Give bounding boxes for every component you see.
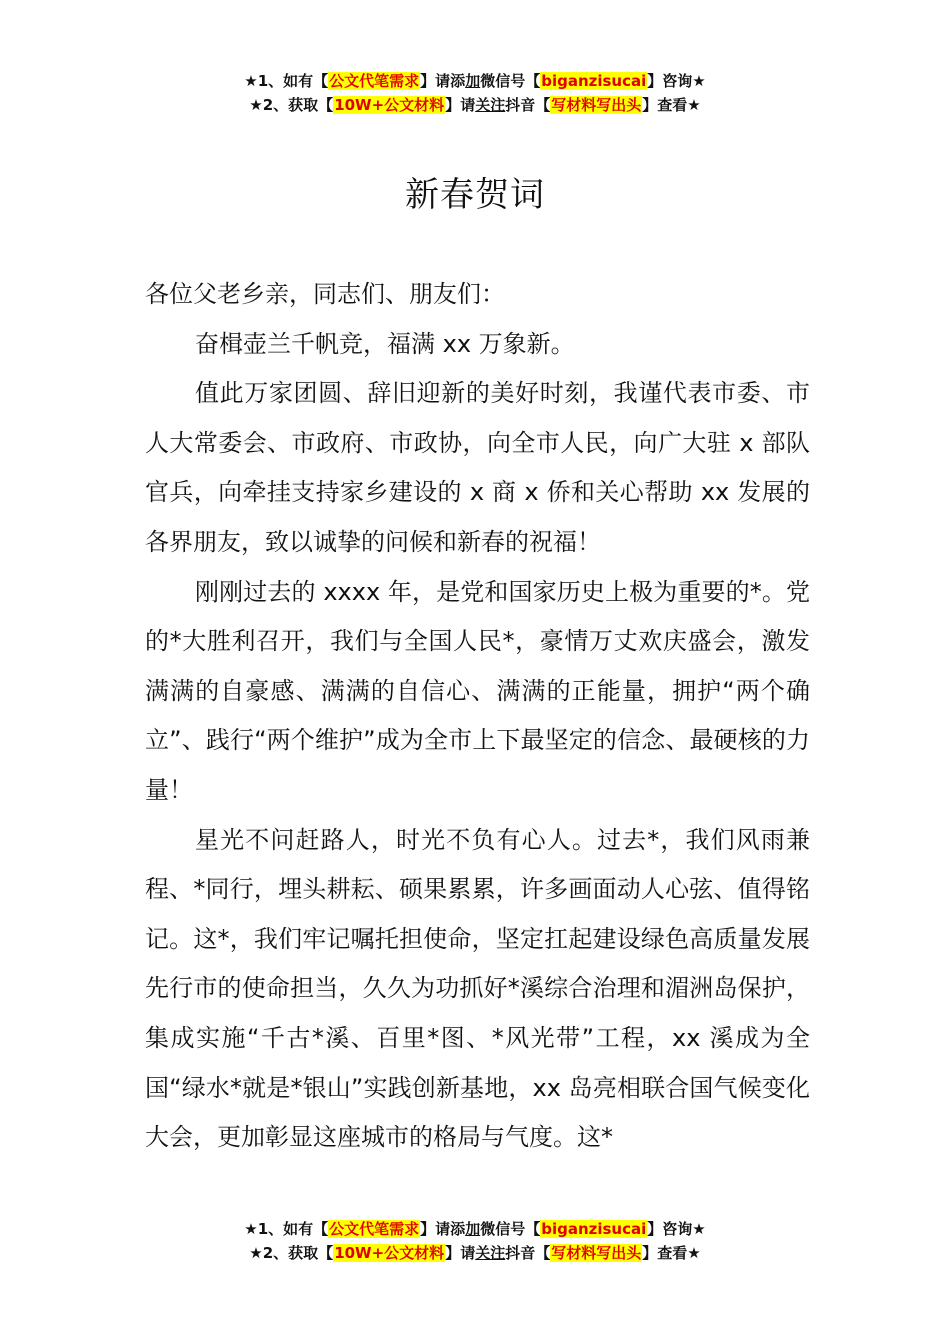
banner-highlight: 10W+公文材料 — [334, 1244, 445, 1262]
banner-line-1: ★1、如有【公文代笔需求】请添加微信号【biganzisucai】咨询★ — [244, 72, 706, 90]
banner-highlight: 公文代笔需求 — [329, 1220, 420, 1238]
banner-highlight: 公文代笔需求 — [329, 72, 420, 90]
salutation: 各位父老乡亲，同志们、朋友们： — [145, 280, 505, 308]
banner-highlight: biganzisucai — [541, 72, 647, 90]
header-banner — [0, 69, 950, 117]
paragraph: 奋楫壶兰千帆竞，福满 xx 万象新。 — [195, 329, 575, 358]
paragraph: 刚刚过去的 xxxx 年，是党和国家历史上极为重要的*。党的*大胜利召开，我们与全国人民*，豪情万丈欢庆盛会，激发满满的自豪感、满满的自信心、满满的正能量，拥护“两个确立”、践行“两个维护”成为全市上下最坚定的信念、最硬核的力量！ — [145, 577, 810, 804]
banner-line-1: ★1、如有【公文代笔需求】请添加微信号【biganzisucai】咨询★ — [244, 1220, 706, 1238]
document-body — [145, 270, 810, 1163]
footer-banner — [0, 1217, 950, 1265]
paragraph: 值此万家团圆、辞旧迎新的美好时刻，我谨代表市委、市人大常委会、市政府、市政协，向全市人民，向广大驻 x 部队官兵，向牵挂支持家乡建设的 x 商 x 侨和关心帮助 xx 发展的各界朋友，致以诚挚的问候和新春的祝福！ — [145, 379, 810, 556]
banner-highlight: 写材料写出头 — [551, 1244, 642, 1262]
banner-highlight: 10W+公文材料 — [334, 96, 445, 114]
banner-line-2: ★2、获取【10W+公文材料】请关注抖音【写材料写出头】查看★ — [249, 96, 701, 114]
document-title: 新春贺词 — [405, 175, 545, 215]
banner-highlight: 写材料写出头 — [551, 96, 642, 114]
banner-line-2: ★2、获取【10W+公文材料】请关注抖音【写材料写出头】查看★ — [249, 1244, 701, 1262]
paragraph: 星光不问赶路人，时光不负有心人。过去*，我们风雨兼程、*同行，埋头耕耘、硕果累累，许多画面动人心弦、值得铭记。这*，我们牢记嘱托担使命，坚定扛起建设绿色高质量发展先行市的使命担当，久久为功抓好*溪综合治理和湄洲岛保护，集成实施“千古*溪、百里*图、*风光带”工程，xx 溪成为全国“绿水*就是*银山”实践创新基地，xx 岛亮相联合国气候变化大会，更加彰显这座城市的格局与气度。这* — [145, 825, 810, 1152]
banner-highlight: biganzisucai — [541, 1220, 647, 1238]
